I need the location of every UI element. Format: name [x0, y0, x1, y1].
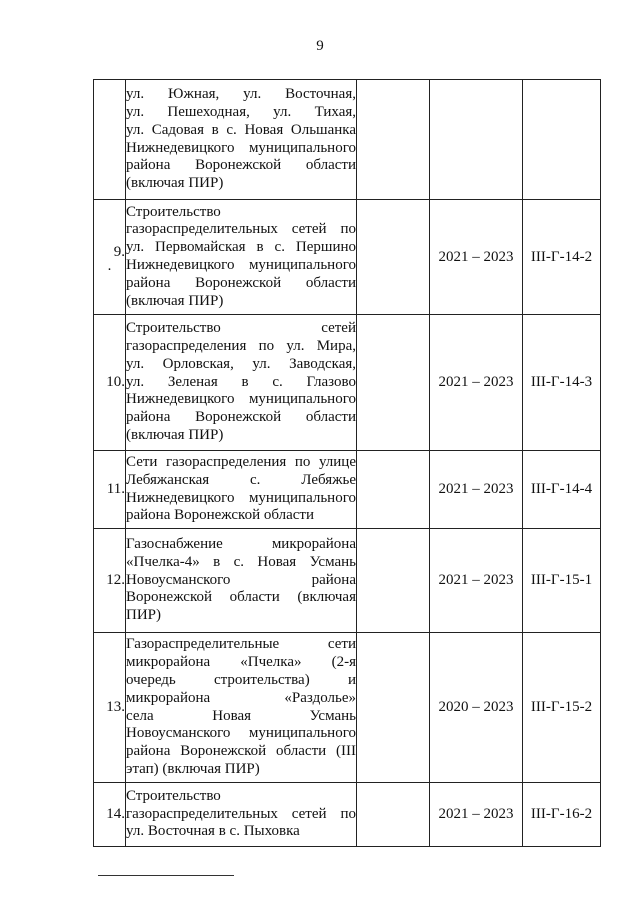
project-name-line: ПИР)	[126, 607, 162, 624]
project-name-line: района Воронежской области (III	[126, 743, 356, 760]
project-name-line: Нижнедевицкого муниципального	[126, 489, 356, 506]
project-name-line: района Воронежской области	[126, 157, 356, 174]
project-name-line: газораспределительных сетей по	[126, 221, 356, 238]
row-number	[94, 200, 126, 315]
table-row	[94, 80, 601, 200]
project-code: III-Г-14-2	[523, 200, 601, 315]
project-name	[126, 451, 357, 529]
project-name	[126, 80, 357, 200]
row-number-extra: .	[107, 257, 112, 274]
project-years: 2021 – 2023	[430, 315, 523, 451]
empty-cell	[357, 315, 430, 451]
project-name-line: ул. Первомайская в с. Першино	[126, 239, 356, 256]
empty-cell	[357, 80, 430, 200]
row-number-text: 9.	[113, 243, 125, 260]
project-years	[430, 80, 523, 200]
project-name-line: микрорайона «Пчелка» (2-я	[126, 654, 356, 671]
project-years: 2021 – 2023	[430, 200, 523, 315]
table-row	[94, 529, 601, 633]
row-number-text: 11.	[106, 481, 125, 497]
project-name-line: микрорайона «Раздолье»	[126, 689, 356, 706]
project-name-line: Воронежской области (включая	[126, 589, 356, 606]
table-row	[94, 783, 601, 847]
project-name-line: Строительство	[126, 787, 221, 804]
project-name-line: Новоусманского района	[126, 571, 356, 588]
project-name-line: Газораспределительные сети	[126, 636, 356, 653]
project-name-line: этап) (включая ПИР)	[126, 760, 260, 777]
project-name-line: ул. Южная, ул. Восточная,	[126, 86, 356, 103]
project-name-line: Нижнедевицкого муниципального	[126, 139, 356, 156]
row-number	[94, 451, 126, 529]
project-name-line: ул. Пешеходная, ул. Тихая,	[126, 103, 356, 120]
project-name-line: Нижнедевицкого муниципального	[126, 391, 356, 408]
project-name-line: «Пчелка-4» в с. Новая Усмань	[126, 553, 356, 570]
empty-cell	[357, 451, 430, 529]
empty-cell	[357, 200, 430, 315]
project-code: III-Г-14-3	[523, 315, 601, 451]
project-name-line: ул. Орловская, ул. Заводская,	[126, 355, 356, 372]
empty-cell	[357, 783, 430, 847]
project-name	[126, 633, 357, 783]
project-years: 2021 – 2023	[430, 451, 523, 529]
project-code: III-Г-15-1	[523, 529, 601, 633]
project-name-line: района Воронежской области	[126, 507, 315, 524]
project-name-line: ул. Восточная в с. Пыховка	[126, 823, 300, 840]
project-name-line: Строительство	[126, 203, 221, 220]
project-name-line: села Новая Усмань	[126, 707, 356, 724]
project-years: 2021 – 2023	[430, 529, 523, 633]
project-name	[126, 200, 357, 315]
project-name-line: газораспределения по ул. Мира,	[126, 338, 356, 354]
row-number	[94, 633, 126, 783]
row-number-text: 13.	[106, 699, 125, 715]
project-name-line: ул. Зеленая в с. Глазово	[126, 373, 356, 390]
project-code: III-Г-14-4	[523, 451, 601, 529]
project-code: III-Г-15-2	[523, 633, 601, 783]
project-name-line: (включая ПИР)	[126, 292, 224, 309]
empty-cell	[357, 633, 430, 783]
project-name-line: ул. Садовая в с. Новая Ольшанка	[126, 121, 356, 138]
project-name-line: Лебяжанская с. Лебяжье	[126, 471, 356, 488]
project-name-line: Сети газораспределения по улице	[126, 453, 356, 470]
project-name-line: Новоусманского муниципального	[126, 725, 356, 742]
page-number: 9	[316, 38, 324, 54]
project-code: III-Г-16-2	[523, 783, 601, 847]
table-row	[94, 451, 601, 529]
projects-table	[93, 79, 601, 847]
row-number-text: 10.	[106, 374, 125, 390]
row-number	[94, 80, 126, 200]
footer-rule	[98, 875, 234, 876]
project-name-line: газораспределительных сетей по	[126, 805, 356, 822]
project-name	[126, 529, 357, 633]
project-years: 2021 – 2023	[430, 783, 523, 847]
row-number-text: 14.	[106, 806, 125, 822]
row-number	[94, 315, 126, 451]
table-row	[94, 633, 601, 783]
row-number	[94, 529, 126, 633]
project-name-line: Газоснабжение микрорайона	[126, 536, 356, 552]
empty-cell	[357, 529, 430, 633]
table-row	[94, 200, 601, 315]
project-name-line: Нижнедевицкого муниципального	[126, 257, 356, 273]
projects-table-body	[94, 80, 601, 847]
project-name-line: очередь строительства) и	[126, 671, 356, 688]
project-code	[523, 80, 601, 200]
project-name-line: Строительство сетей	[126, 320, 356, 337]
project-name-line: (включая ПИР)	[126, 426, 224, 443]
project-name	[126, 315, 357, 451]
project-years: 2020 – 2023	[430, 633, 523, 783]
row-number-text: 12.	[106, 572, 125, 588]
row-number	[94, 783, 126, 847]
project-name	[126, 783, 357, 847]
table-row	[94, 315, 601, 451]
project-name-line: района Воронежской области	[126, 274, 356, 291]
project-name-line: (включая ПИР)	[126, 175, 224, 192]
project-name-line: района Воронежской области	[126, 409, 356, 426]
